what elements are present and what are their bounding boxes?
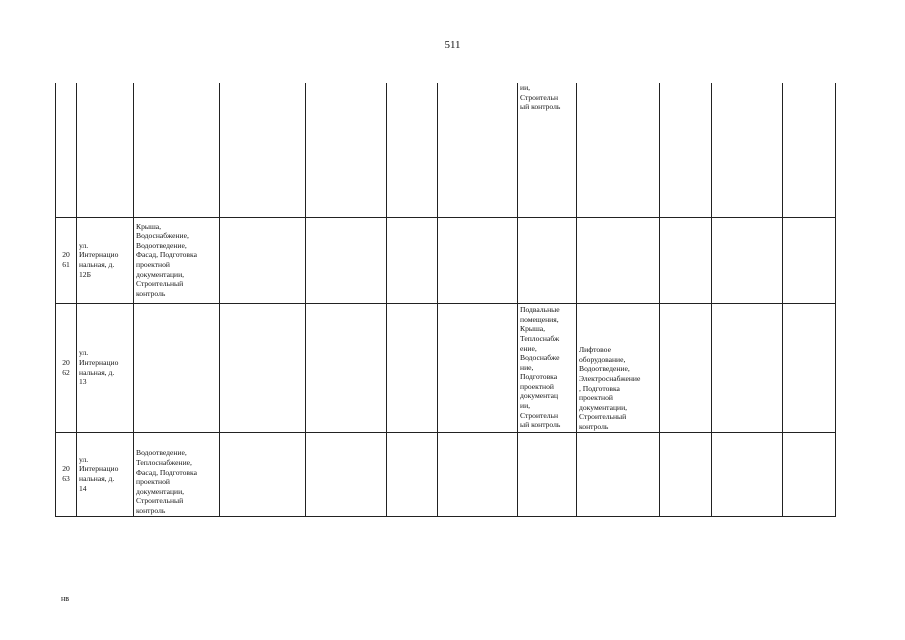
row-number-cell (56, 432, 77, 516)
works-cell (518, 303, 577, 432)
empty-cell (438, 83, 518, 217)
empty-cell (438, 217, 518, 303)
works-table (55, 83, 836, 517)
address-text: ул. Интернацио нальная, д. 12Б (79, 240, 119, 279)
empty-cell (783, 83, 836, 217)
empty-cell (783, 432, 836, 516)
empty-cell (387, 303, 438, 432)
works-cell (518, 83, 577, 217)
empty-cell (387, 83, 438, 217)
empty-cell (712, 217, 783, 303)
works-cell (577, 83, 660, 217)
row-number-cell (56, 303, 77, 432)
empty-cell (220, 432, 306, 516)
works-text: Крыша, Водоснабжение, Водоотведение, Фасад, Подготовка проектной документации, Строительный контроль (136, 221, 197, 298)
address-cell (77, 432, 134, 516)
row-number: 20 61 (62, 250, 70, 269)
works-cell (518, 217, 577, 303)
works-cell (134, 303, 220, 432)
address-text: ул. Интернацио нальная, д. 13 (79, 348, 119, 387)
works-cell (577, 432, 660, 516)
empty-cell (306, 303, 387, 432)
empty-cell (438, 303, 518, 432)
works-cell (134, 432, 220, 516)
works-cell (577, 303, 660, 432)
empty-cell (220, 83, 306, 217)
address-cell (77, 217, 134, 303)
address-cell (77, 303, 134, 432)
empty-cell (783, 217, 836, 303)
works-text: Лифтовое оборудование, Водоотведение, Электроснабжение , Подготовка проектной документации, Строительный контроль (579, 345, 641, 431)
row-number: 20 63 (62, 464, 70, 483)
table-row (56, 432, 836, 516)
works-cell (134, 83, 220, 217)
empty-cell (712, 432, 783, 516)
row-number-cell (56, 83, 77, 217)
works-text: Водоотведение, Теплоснабжение, Фасад, Подготовка проектной документации, Строительный контроль (136, 448, 197, 515)
empty-cell (660, 83, 712, 217)
works-cell (518, 432, 577, 516)
table-row (56, 83, 836, 217)
empty-cell (220, 303, 306, 432)
empty-cell (660, 432, 712, 516)
page-number: 511 (444, 39, 461, 51)
row-number-cell (56, 217, 77, 303)
table-row (56, 303, 836, 432)
address-text: ул. Интернацио нальная, д. 14 (79, 454, 119, 493)
empty-cell (660, 217, 712, 303)
empty-cell (660, 303, 712, 432)
empty-cell (306, 83, 387, 217)
works-cell (577, 217, 660, 303)
empty-cell (387, 217, 438, 303)
address-cell (77, 83, 134, 217)
empty-cell (783, 303, 836, 432)
empty-cell (306, 432, 387, 516)
table-row (56, 217, 836, 303)
works-cell (134, 217, 220, 303)
footer-mark: нв (61, 594, 70, 603)
empty-cell (306, 217, 387, 303)
empty-cell (712, 83, 783, 217)
empty-cell (438, 432, 518, 516)
row-number: 20 62 (62, 357, 70, 377)
works-text: ии, Строительн ый контроль (520, 83, 561, 112)
empty-cell (220, 217, 306, 303)
works-text: Подвальные помещения, Крыша, Теплоснабж ение, Водоснабже ние, Подготовка проектной документац ии, Строительн ый контроль (520, 305, 561, 430)
empty-cell (387, 432, 438, 516)
empty-cell (712, 303, 783, 432)
